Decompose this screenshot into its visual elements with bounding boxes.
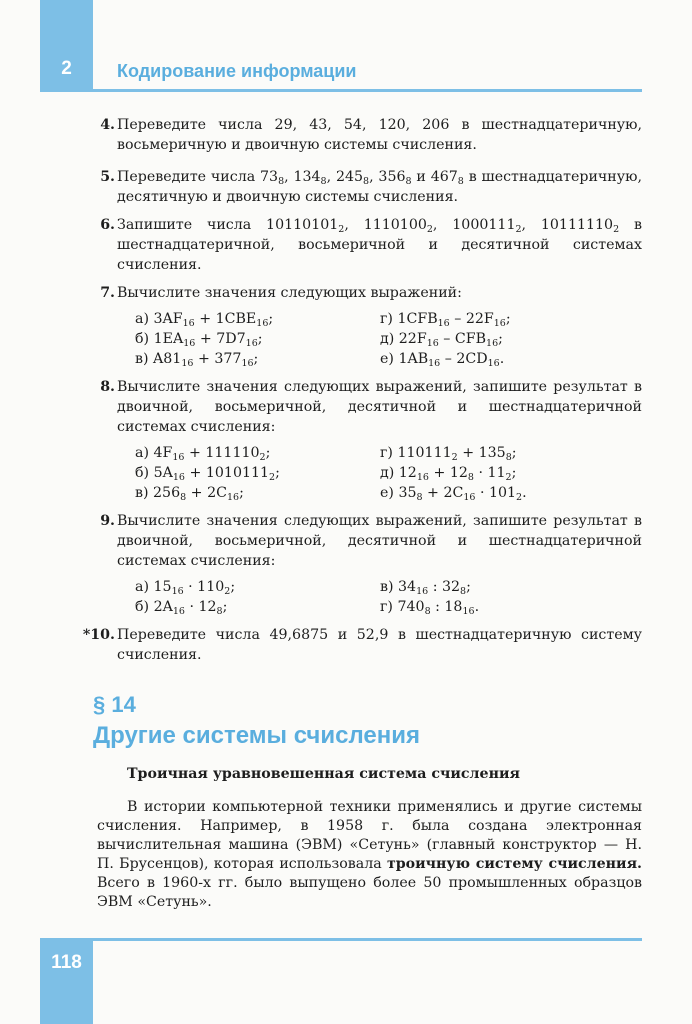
task-item: а) $3AF_{16} + 1CBE_{16}$; <box>135 311 274 329</box>
task-text: Переведите числа 29, 43, 54, 120, 206 в шестнадцатеричную, восьмеричную и двоичную системы счисления. <box>117 117 642 153</box>
task <box>100 377 642 503</box>
task-items <box>135 309 642 369</box>
task-item: г) $110111_2 + 135_8$; <box>380 445 517 463</box>
task <box>100 115 642 155</box>
section-number: § 14 <box>93 692 136 717</box>
task-text: Переведите числа $73_8$, $134_8$, $245_8$, $356_8$ и $467_8$ в шестнадцатеричную, десятичную и двоичную системы счисления. <box>117 169 642 205</box>
task <box>100 283 642 369</box>
task-number: 7. <box>100 285 115 301</box>
task-number: 4. <box>100 117 115 133</box>
task <box>100 511 642 617</box>
task-item: б) $5A_{16} + 1010111_2$; <box>135 465 280 483</box>
chapter-number: 2 <box>61 58 72 79</box>
task-number: 6. <box>100 217 115 233</box>
task-text: Вычислите значения следующих выражений: <box>117 285 462 301</box>
exercises <box>82 115 642 673</box>
task-item: в) $34_{16}$ : $32_8$; <box>380 579 471 597</box>
chapter-title: Кодирование информации <box>117 61 357 81</box>
paragraph <box>97 798 642 912</box>
task-item: д) $22F_{16} - CFB_{16}$; <box>380 331 503 349</box>
task-number: 9. <box>100 513 115 529</box>
header-rule <box>40 89 642 92</box>
task-item: а) $15_{16} \cdot 110_2$; <box>135 579 236 597</box>
page-number: 118 <box>51 952 82 973</box>
task-item: б) $1EA_{16} + 7D7_{16}$; <box>135 331 263 349</box>
task-item: в) $A81_{16} + 377_{16}$; <box>135 351 259 369</box>
task <box>100 215 642 275</box>
section-title: Другие системы счисления <box>93 722 420 749</box>
task <box>100 167 642 207</box>
footer-rule <box>40 938 642 941</box>
paragraph-text: Всего в 1960-х гг. было выпущено более 50 промышленных образцов ЭВМ «Сетунь». <box>97 875 642 910</box>
subheading: Троичная уравновешенная система счисления <box>127 766 520 782</box>
task-item: г) $740_8$ : $18_{16}$. <box>380 599 480 617</box>
task-item: а) $4F_{16} + 111110_2$; <box>135 445 271 463</box>
task <box>82 625 642 665</box>
task-text: Вычислите значения следующих выражений, запишите результат в двоичной, восьмеричной, десятичной и шестнадцатеричной системах счисления: <box>117 379 642 435</box>
task-item: в) $256_8 + 2C_{16}$; <box>135 485 244 503</box>
task-number: 8. <box>100 379 115 395</box>
paragraph-text: В истории компьютерной техники применялись и другие системы счисления. Например, в 1958 г. была создана электронная вычислительная машина (ЭВМ) «Сетунь» (главный конструктор — Н. П. Брусенцов), которая использовала <box>97 799 642 872</box>
task-number: *10. <box>82 627 115 643</box>
paragraph-bold-term: троичную систему счисления. <box>386 856 642 872</box>
task-number: 5. <box>100 169 115 185</box>
task-item: е) $1AB_{16} - 2CD_{16}$. <box>380 351 505 369</box>
task-item: д) $12_{16} + 12_8 \cdot 11_2$; <box>380 465 517 483</box>
task-text: Переведите числа 49,6875 и 52,9 в шестнадцатеричную систему счисления. <box>117 627 642 663</box>
task-item: г) $1CFB_{16} - 22F_{16}$; <box>380 311 511 329</box>
task-items <box>135 577 642 617</box>
task-text: Вычислите значения следующих выражений, запишите результат в двоичной, восьмеричной, десятичной и шестнадцатеричной системах счисления: <box>117 513 642 569</box>
task-item: б) $2A_{16} \cdot 12_8$; <box>135 599 228 617</box>
task-items <box>135 443 642 503</box>
task-text: Запишите числа $10110101_2$, $1110100_2$, $1000111_2$, $10111110_2$ в шестнадцатеричной, восьмеричной и десятичной системах счисления. <box>117 217 642 273</box>
task-item: е) $35_8 + 2C_{16} \cdot 101_2$. <box>380 485 527 503</box>
